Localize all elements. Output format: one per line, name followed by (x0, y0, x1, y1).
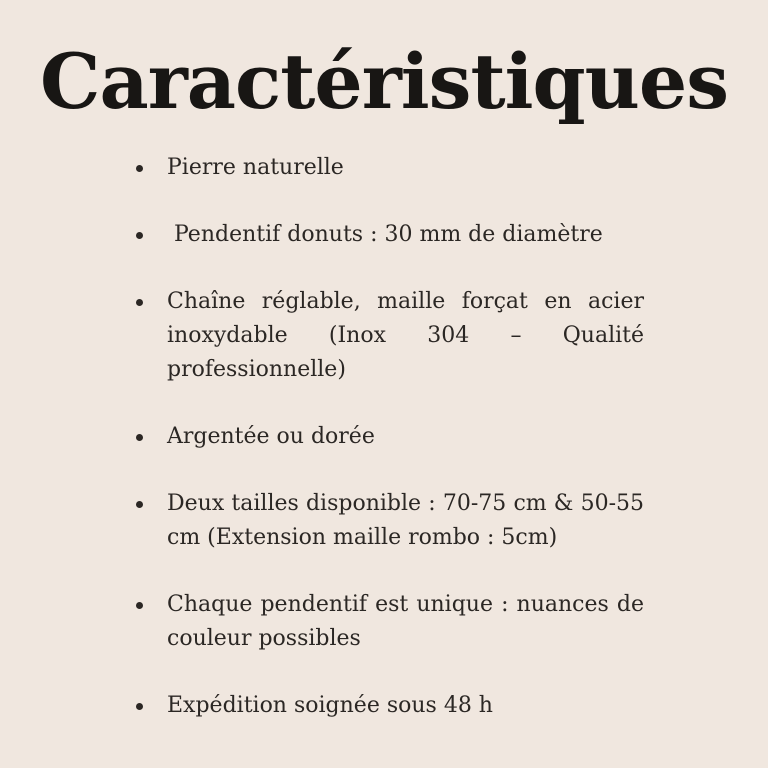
feature-text: Pierre naturelle (167, 155, 344, 180)
feature-item-unique (130, 588, 644, 656)
feature-text: Chaque pendentif est unique : nuances de couleur possibles (167, 592, 644, 651)
feature-text: Deux tailles disponible : 70-75 cm & 50-55 cm (Extension maille rombo : 5cm) (167, 491, 644, 550)
features-list (130, 151, 644, 723)
bullet-icon (136, 703, 143, 710)
feature-item-pendant-size (130, 218, 644, 252)
bullet-icon (136, 602, 143, 609)
bullet-icon (136, 501, 143, 508)
feature-text: Pendentif donuts : 30 mm de diamètre (167, 222, 603, 247)
bullet-icon (136, 299, 143, 306)
feature-item-chain (130, 285, 644, 387)
bullet-icon (136, 232, 143, 239)
feature-text: Argentée ou dorée (167, 424, 375, 449)
feature-item-natural-stone (130, 151, 644, 185)
feature-text: Chaîne réglable, maille forçat en acier inoxydable (Inox 304 – Qualité professionnelle) (167, 289, 644, 382)
bullet-icon (136, 165, 143, 172)
feature-item-shipping (130, 689, 644, 723)
feature-text: Expédition soignée sous 48 h (167, 693, 493, 718)
bullet-icon (136, 434, 143, 441)
feature-item-sizes (130, 487, 644, 555)
feature-item-finish (130, 420, 644, 454)
page-title: Caractéristiques (40, 37, 728, 126)
